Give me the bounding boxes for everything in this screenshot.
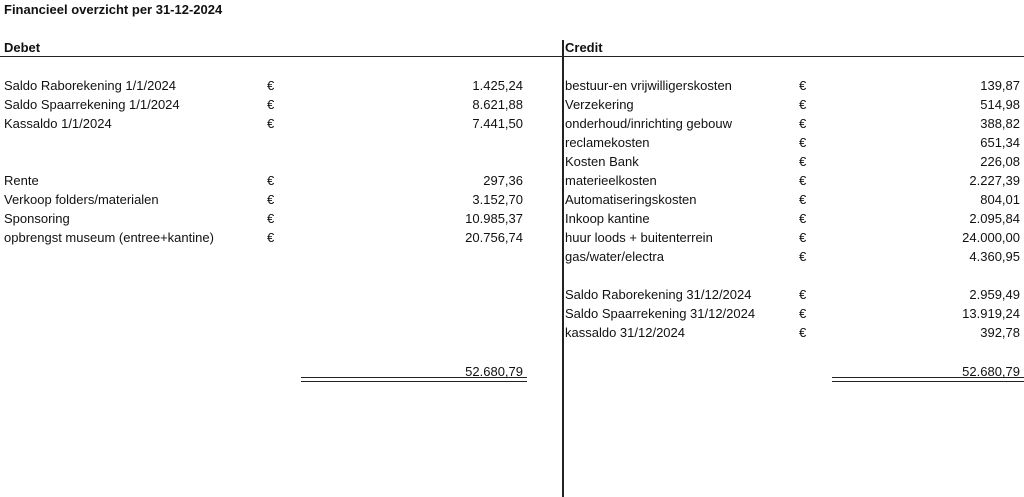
debet-label: Kassaldo 1/1/2024 (4, 116, 112, 131)
debet-label: Verkoop folders/materialen (4, 192, 159, 207)
debet-amount: 20.756,74 (465, 230, 523, 245)
currency-symbol: € (799, 154, 807, 169)
currency-symbol: € (799, 287, 807, 302)
credit-label: Verzekering (565, 97, 634, 112)
debet-total: 52.680,79 (465, 364, 523, 379)
credit-amount: 4.360,95 (969, 249, 1020, 264)
credit-row (565, 152, 1020, 171)
credit-label: Inkoop kantine (565, 211, 650, 226)
credit-total: 52.680,79 (962, 364, 1020, 379)
debet-row (4, 171, 523, 190)
credit-label: kassaldo 31/12/2024 (565, 325, 685, 340)
debet-row (4, 95, 523, 114)
credit-row (565, 323, 1020, 342)
page-title: Financieel overzicht per 31-12-2024 (4, 2, 223, 17)
debet-row (4, 76, 523, 95)
debet-row (4, 114, 523, 133)
currency-symbol: € (267, 192, 275, 207)
credit-amount: 2.227,39 (969, 173, 1020, 188)
column-divider (562, 40, 564, 497)
currency-symbol: € (799, 192, 807, 207)
credit-row (565, 304, 1020, 323)
credit-row (565, 76, 1020, 95)
credit-row (565, 285, 1020, 304)
currency-symbol: € (267, 78, 275, 93)
credit-row (565, 209, 1020, 228)
currency-symbol: € (267, 97, 275, 112)
credit-amount: 2.095,84 (969, 211, 1020, 226)
currency-symbol: € (799, 97, 807, 112)
currency-symbol: € (267, 230, 275, 245)
credit-amount: 139,87 (980, 78, 1020, 93)
debet-amount: 297,36 (483, 173, 523, 188)
debet-label: Rente (4, 173, 39, 188)
currency-symbol: € (799, 173, 807, 188)
credit-amount: 392,78 (980, 325, 1020, 340)
credit-label: reclamekosten (565, 135, 650, 150)
debet-label: Sponsoring (4, 211, 70, 226)
credit-label: bestuur-en vrijwilligerskosten (565, 78, 732, 93)
credit-amount: 24.000,00 (962, 230, 1020, 245)
debet-row (4, 228, 523, 247)
credit-row (565, 95, 1020, 114)
debet-amount: 10.985,37 (465, 211, 523, 226)
credit-amount: 388,82 (980, 116, 1020, 131)
debet-amount: 7.441,50 (472, 116, 523, 131)
currency-symbol: € (267, 116, 275, 131)
currency-symbol: € (799, 116, 807, 131)
credit-row (565, 171, 1020, 190)
debet-amount: 1.425,24 (472, 78, 523, 93)
credit-label: gas/water/electra (565, 249, 664, 264)
debet-label: Saldo Raborekening 1/1/2024 (4, 78, 177, 93)
credit-label: Kosten Bank (565, 154, 639, 169)
currency-symbol: € (799, 135, 807, 150)
currency-symbol: € (799, 325, 807, 340)
credit-label: Automatiseringskosten (565, 192, 697, 207)
credit-label: materieelkosten (565, 173, 657, 188)
credit-label: Saldo Spaarrekening 31/12/2024 (565, 306, 756, 321)
credit-amount: 514,98 (980, 97, 1020, 112)
debet-label: opbrengst museum (entree+kantine) (4, 230, 214, 245)
credit-row (565, 114, 1020, 133)
credit-amount: 2.959,49 (969, 287, 1020, 302)
currency-symbol: € (799, 211, 807, 226)
currency-symbol: € (799, 230, 807, 245)
credit-label: Saldo Raborekening 31/12/2024 (565, 287, 752, 302)
currency-symbol: € (267, 211, 275, 226)
currency-symbol: € (799, 249, 807, 264)
credit-amount: 13.919,24 (962, 306, 1020, 321)
debet-row (4, 190, 523, 209)
debet-row (4, 209, 523, 228)
header-divider (0, 56, 1024, 57)
debet-header: Debet (4, 40, 41, 55)
debet-amount: 3.152,70 (472, 192, 523, 207)
credit-header: Credit (565, 40, 603, 55)
debet-label: Saldo Spaarrekening 1/1/2024 (4, 97, 180, 112)
debet-amount: 8.621,88 (472, 97, 523, 112)
credit-label: onderhoud/inrichting gebouw (565, 116, 732, 131)
credit-label: huur loods + buitenterrein (565, 230, 713, 245)
credit-row (565, 228, 1020, 247)
credit-amount: 651,34 (980, 135, 1020, 150)
credit-row (565, 190, 1020, 209)
credit-row (565, 247, 1020, 266)
credit-amount: 804,01 (980, 192, 1020, 207)
credit-amount: 226,08 (980, 154, 1020, 169)
currency-symbol: € (799, 306, 807, 321)
credit-row (565, 133, 1020, 152)
currency-symbol: € (799, 78, 807, 93)
currency-symbol: € (267, 173, 275, 188)
